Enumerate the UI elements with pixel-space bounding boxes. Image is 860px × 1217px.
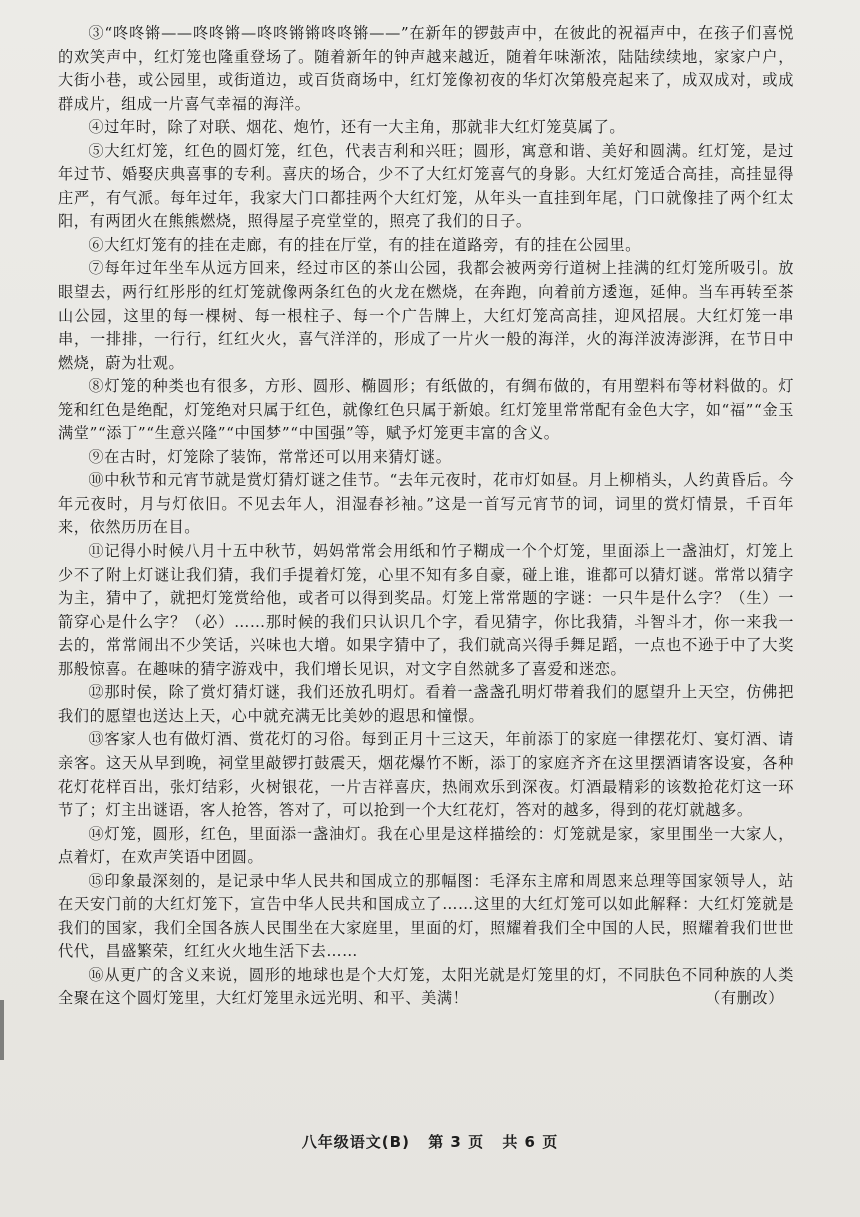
paragraph-7: ⑦每年过年坐车从远方回来，经过市区的茶山公园，我都会被两旁行道树上挂满的红灯笼所吸引。放眼望去，两行红彤彤的红灯笼就像两条红色的火龙在燃烧，在奔跑，向着前方逶迤，延伸。当车再转至茶山公园，这里的每一棵树、每一根柱子、每一个广告牌上，大红灯笼高高挂，迎风招展。大红灯笼一串串，一排排，一行行，红红火火，喜气洋洋的，形成了一片火一般的海洋，火的海洋波涛澎湃，在节日中燃烧，蔚为壮观。 bbox=[58, 259, 794, 372]
paragraph-14: ⑭灯笼，圆形，红色，里面添一盏油灯。我在心里是这样描绘的：灯笼就是家，家里围坐一大家人，点着灯，在欢声笑语中团圆。 bbox=[58, 824, 794, 867]
paragraph-13: ⑬客家人也有做灯酒、赏花灯的习俗。每到正月十三这天，年前添丁的家庭一律摆花灯、宴灯酒、请亲客。这天从早到晚，祠堂里敲锣打鼓震天，烟花爆竹不断，添丁的家庭齐齐在这里摆酒请客设宴，各种花灯花样百出，张灯结彩，火树银花，一片吉祥喜庆，热闹欢乐到深夜。灯酒最精彩的该数抢花灯这一环节了；灯主出谜语，客人抢答，答对了，可以抢到一个大红花灯，答对的越多，得到的花灯就越多。 bbox=[58, 730, 794, 820]
paragraph-11: ⑪记得小时候八月十五中秋节，妈妈常常会用纸和竹子糊成一个个灯笼，里面添上一盏油灯，灯笼上少不了附上灯谜让我们猜，我们手提着灯笼，心里不知有多自豪，碰上谁，谁都可以猜灯谜。常常以猜字为主，猜中了，就把灯笼赏给他，或者可以得到奖品。灯笼上常常题的字谜：一只牛是什么字？（生）一箭穿心是什么字？（必）……那时候的我们只认识几个字，看见猜字，你比我猜，斗智斗才，你一来我一去的，常常闹出不少笑话，兴味也大增。如果字猜中了，我们就高兴得手舞足蹈，一点也不逊于中了大奖那般惊喜。在趣味的猜字游戏中，我们增长见识，对文字自然就多了喜爱和迷恋。 bbox=[58, 542, 794, 678]
paragraph-5: ⑤大红灯笼，红色的圆灯笼，红色，代表吉利和兴旺；圆形，寓意和谐、美好和圆满。红灯笼，是过年过节、婚娶庆典喜事的专利。喜庆的场合，少不了大红灯笼喜气的身影。大红灯笼适合高挂，高挂显得庄严，有气派。每年过年，我家大门口都挂两个大红灯笼，从年头一直挂到年尾，门口就像挂了两个红太阳，有两团火在熊熊燃烧，照得屋子亮堂堂的，照亮了我们的日子。 bbox=[58, 141, 794, 231]
footer-page-number: 第 3 页 bbox=[428, 1133, 485, 1151]
footer-subject: 八年级语文(B) bbox=[301, 1133, 410, 1151]
paragraph-16 bbox=[58, 964, 794, 1011]
paragraph-12: ⑫那时侯，除了赏灯猜灯谜，我们还放孔明灯。看着一盏盏孔明灯带着我们的愿望升上天空，仿佛把我们的愿望也送达上天，心中就充满无比美妙的遐思和憧憬。 bbox=[58, 683, 794, 725]
paragraph-10: ⑩中秋节和元宵节就是赏灯猜灯谜之佳节。“去年元夜时，花市灯如昼。月上柳梢头，人约黄昏后。今年元夜时，月与灯依旧。不见去年人，泪湿春衫袖。”这是一首写元宵节的词，词里的赏灯情景，千百年来，依然历历在目。 bbox=[58, 471, 794, 537]
source-note: （有删改） bbox=[705, 989, 784, 1008]
article-body bbox=[58, 22, 794, 1011]
paragraph-15: ⑮印象最深刻的，是记录中华人民共和国成立的那幅图：毛泽东主席和周恩来总理等国家领导人，站在天安门前的大红灯笼下，宣告中华人民共和国成立了……这里的大红灯笼可以如此解释：大红灯笼就是我们的国家，我们全国各族人民围坐在大家庭里，里面的灯，照耀着我们全中国的人民，照耀着我们世世代代，昌盛繁荣，红红火火地生活下去…… bbox=[58, 871, 794, 961]
paragraph-3: ③“咚咚锵——咚咚锵—咚咚锵锵咚咚锵——”在新年的锣鼓声中，在彼此的祝福声中，在孩子们喜悦的欢笑声中，红灯笼也隆重登场了。随着新年的钟声越来越近，随着年味渐浓，陆陆续续地，家家户户，大街小巷，或公园里，或街道边，或百货商场中，红灯笼像初夜的华灯次第般亮起来了，成双成对，或成群成片，组成一片喜气幸福的海洋。 bbox=[58, 24, 794, 113]
paragraph-9: ⑨在古时，灯笼除了装饰，常常还可以用来猜灯谜。 bbox=[88, 447, 452, 466]
paragraph-4: ④过年时，除了对联、烟花、炮竹，还有一大主角，那就非大红灯笼莫属了。 bbox=[88, 118, 626, 137]
page-footer bbox=[0, 1131, 860, 1152]
paragraph-16-text: ⑯从更广的含义来说，圆形的地球也是个大灯笼，太阳光就是灯笼里的灯，不同肤色不同种族的人类全聚在这个圆灯笼里，大红灯笼里永远光明、和平、美满！ bbox=[58, 965, 794, 1008]
paragraph-6: ⑥大红灯笼有的挂在走廊，有的挂在厅堂，有的挂在道路旁，有的挂在公园里。 bbox=[88, 235, 641, 254]
paragraph-8: ⑧灯笼的种类也有很多，方形、圆形、椭圆形；有纸做的，有绸布做的，有用塑料布等材料做的。灯笼和红色是绝配，灯笼绝对只属于红色，就像红色只属于新娘。红灯笼里常常配有金色大字，如“福”“金玉满堂”“添丁”“生意兴隆”“中国梦”“中国强”等，赋予灯笼更丰富的含义。 bbox=[58, 377, 794, 443]
footer-total-pages: 共 6 页 bbox=[502, 1133, 559, 1151]
scan-edge-mark bbox=[0, 1000, 4, 1060]
